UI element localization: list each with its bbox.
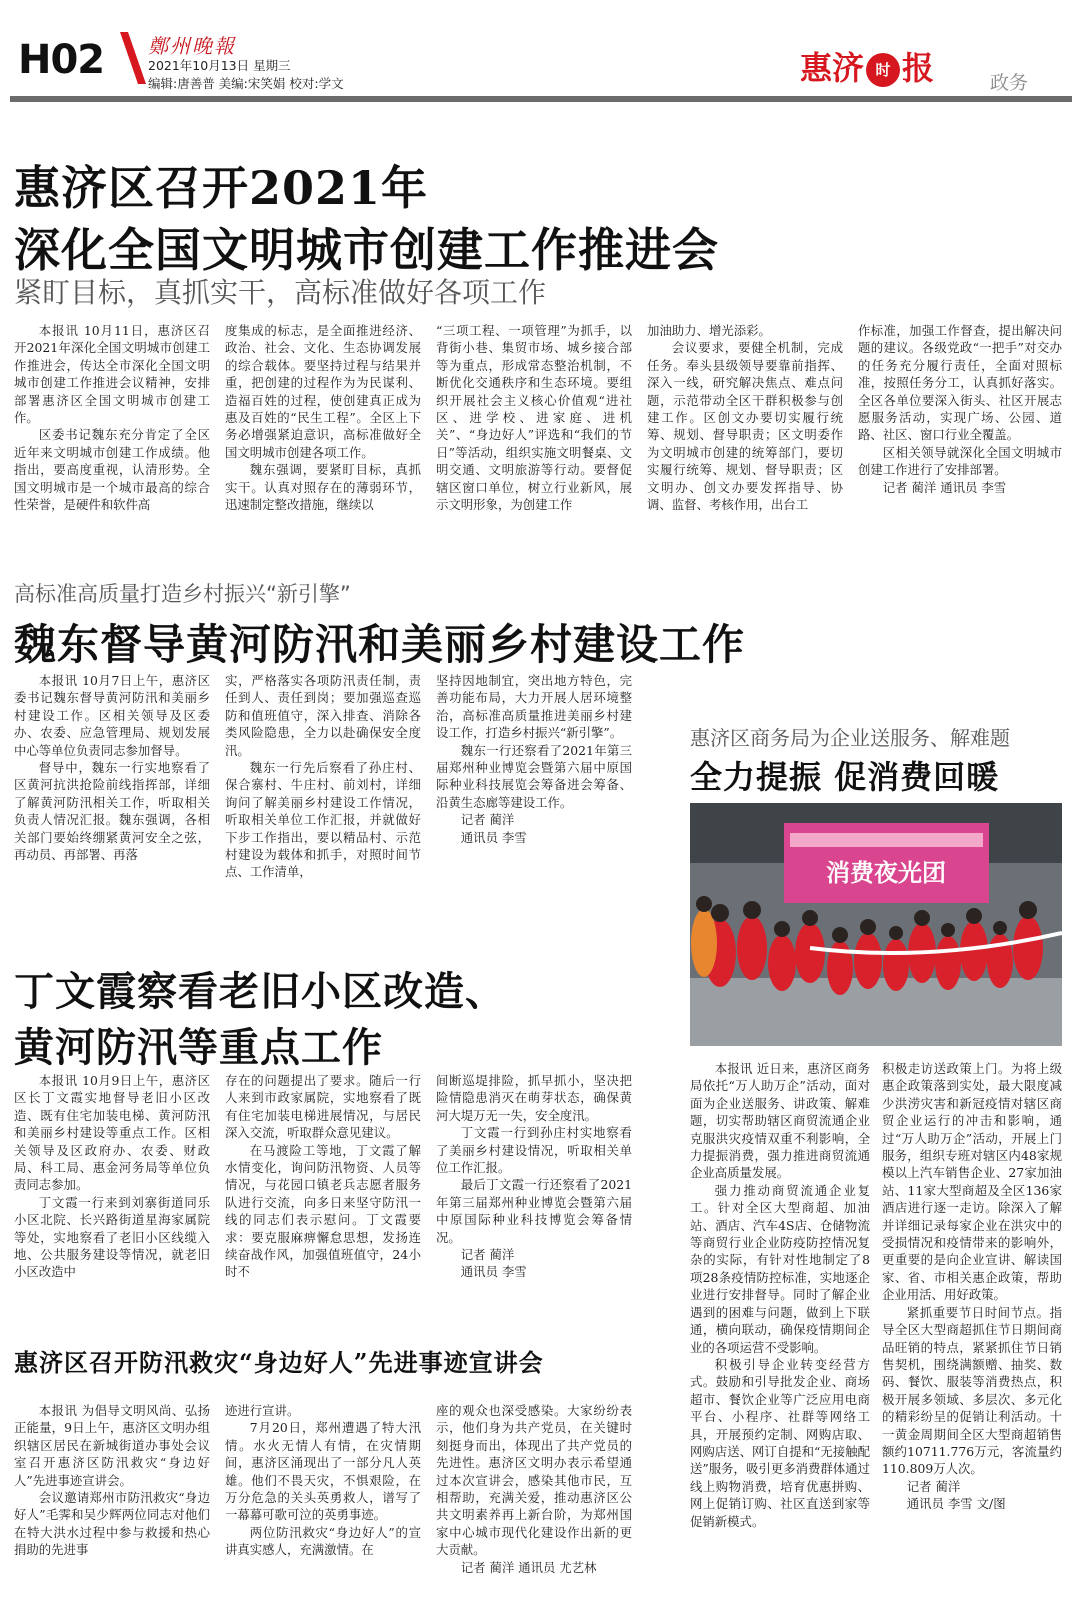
paragraph: 魏东一行先后察看了孙庄村、保合寨村、牛庄村、前刘村，详细询问了解美丽乡村建设工作情况，听取相关单位工作汇报，并就做好下步工作指出，要以精品村、示范村建设为载体和抓手，对照时间节点、工作清单， [225, 760, 421, 880]
paragraph: 实，严格落实各项防汛责任制，责任到人、责任到岗；要加强巡查巡防和值班值守，深入排查、消除各类风险隐患，全力以赴确保安全度汛。 [225, 673, 421, 758]
article5-column [882, 1060, 1062, 1560]
issue-date: 2021年10月13日 星期三 [148, 58, 291, 73]
event-photo [690, 803, 1062, 1046]
article2-column [225, 672, 421, 890]
paragraph: 在马渡险工等地，丁文霞了解水情变化，询问防汛物资、人员等情况，与花园口镇老兵志愿者服务队进行交流，向多日来坚守防汛一线的同志们表示慰问。丁文霞要求：要克服麻痹懈怠思想，发扬连续奋战作风，加强值班值守，24小时不 [225, 1142, 421, 1280]
paragraph: 度集成的标志，是全面推进经济、政治、社会、文化、生态协调发展的综合载体。要坚持过程与结果并重，把创建的过程作为为民谋利、造福百姓的过程，使创建真正成为惠及百姓的“民生工程”。全区上下务必增强紧迫意识，高标准做好全国文明城市创建各项工作。 [225, 323, 421, 460]
photo-illustration [690, 803, 1062, 1046]
paragraph: 存在的问题提出了要求。随后一行人来到市政家属院，实地察看了既有住宅加装电梯进展情况，与居民深入交流，听取群众意见建议。 [225, 1073, 421, 1141]
brand-right: 报 [902, 49, 935, 87]
paragraph: 加油助力、增光添彩。 [647, 323, 771, 338]
paragraph: 迹进行宣讲。 [225, 1403, 300, 1418]
article2-column [14, 672, 210, 890]
paragraph: 记者 蔺洋 [460, 812, 515, 828]
article3-column [14, 1072, 210, 1306]
paragraph: 作标准，加强工作督查，提出解决问题的建议。各级党政“一把手”对交办的任务充分履行责任，全面对照标准，按照任务分工，认真抓好落实。全区各单位要深入街头、社区开展志愿服务活动，实现广场、公园、道路、社区、窗口行业全覆盖。 [858, 323, 1062, 443]
paragraph: 丁文霞一行来到刘寨街道同乐小区北院、长兴路街道星海家属院等处，实地察看了老旧小区线缆入地、公共服务建设等情况，就老旧小区改造中 [14, 1194, 210, 1280]
paragraph: 督导中，魏东一行实地察看了区黄河抗洪抢险前线指挥部，详细了解黄河防汛相关工作，听取相关负责人情况汇报。魏东强调，各相关部门要始终绷紧黄河安全之弦，再动员、再部署、再落 [14, 760, 210, 863]
article4-column [225, 1402, 421, 1602]
article3-column [436, 1072, 632, 1306]
section-brand [800, 49, 935, 87]
photo-banner-text: 消费夜光团 [826, 859, 946, 887]
paragraph: 积极引导企业转变经营方式。鼓励和引导批发企业、商场超市、餐饮企业等广泛应用电商平台、小程序、社群等网络工具，开展预约定制、网购店取、网购店送、网订自提和“无接触配送”服务，吸引更多消费群体通过线上购物消费，培育优惠拼购、网上促销订购、社区直送到家等促销新模式。 [690, 1356, 870, 1529]
paragraph: “三项工程、一项管理”为抓手，以背街小巷、集贸市场、城乡接合部等为重点，形成常态整治机制，不断优化交通秩序和生态环境。要组织开展社会主义核心价值观“进社区、进学校、进家庭、进机关”、“身边好人”评选和“我们的节日”等活动，组织实施文明餐桌、文明交通、文明旅游等行动。要督促辖区窗口单位，树立行业新风，展示文明形象，为创建工作 [436, 323, 632, 513]
paragraph: 区委书记魏东充分肯定了全区近年来文明城市创建工作成绩。他指出，要高度重视，认清形势。全国文明城市是一个城市最高的综合性荣誉，是硬件和软件高 [14, 427, 210, 513]
editor-credits: 编辑:唐善普 美编:宋笑娟 校对:学文 [148, 76, 344, 91]
paragraph: 记者 蔺洋 通讯员 李雪 [882, 479, 1007, 495]
masthead-logo: 鄭州晚報 [148, 34, 236, 58]
brand-circle: 时 [866, 53, 900, 87]
paragraph: 坚持因地制宜，突出地方特色，完善功能布局，大力开展人居环境整治，高标准高质量推进美丽乡村建设工作，打造乡村振兴“新引擎”。 [436, 673, 632, 741]
article1-column [436, 322, 632, 520]
paragraph: 座的观众也深受感染。大家纷纷表示，他们身为共产党员，在关键时刻挺身而出，体现出了共产党员的先进性。惠济区文明办表示希望通过本次宣讲会，感染其他市民，互相帮助，充满关爱，推动惠济区公共文明素养再上新台阶，为郑州国家中心城市现代化建设作出新的更大贡献。 [436, 1403, 632, 1558]
paragraph: 强力推动商贸流通企业复工。针对全区大型商超、加油站、酒店、汽车4S店、仓储物流等商贸行业企业防疫防控情况复杂的实际，有针对性地制定了8项28条疫情防控标准，实地逐企业进行安排督导。同时了解企业遇到的困难与问题，做到上下联通，横向联动，确保疫情期间企业的各项运营不受影响。 [690, 1182, 870, 1355]
article5-kicker: 惠济区商务局为企业送服务、解难题 [690, 726, 1010, 750]
paragraph: 区相关领导就深化全国文明城市创建工作进行了安排部署。 [858, 444, 1062, 478]
paragraph: 魏东一行还察看了2021年第三届郑州种业博览会暨第六届中原国际种业科技展览会筹备进会筹备、沿黄生态廊等建设工作。 [436, 742, 632, 810]
article4-column [436, 1402, 632, 1602]
brand-left: 惠济 [800, 49, 865, 87]
article2-kicker: 高标准高质量打造乡村振兴“新引擎” [14, 582, 351, 606]
section-name: 政务 [990, 72, 1029, 94]
paragraph: 记者 蔺洋 通讯员 尤艺林 [460, 1559, 597, 1575]
article4-column [14, 1402, 210, 1602]
paragraph: 最后丁文霞一行还察看了2021年第三届郑州种业博览会暨第六届中原国际种业科技博览会筹备情况。 [436, 1177, 632, 1245]
article1-title-line2: 深化全国文明城市创建工作推进会 [14, 223, 719, 277]
article5-title: 全力提振 促消费回暖 [690, 758, 1000, 796]
paragraph: 记者 蔺洋 [906, 1478, 961, 1494]
paragraph: 本报讯 10月7日上午，惠济区委书记魏东督导黄河防汛和美丽乡村建设工作。区相关领导及区委办、农委、应急管理局、规划发展中心等单位负责同志参加督导。 [14, 673, 210, 758]
article1-column [858, 322, 1062, 520]
article2-column [436, 672, 632, 890]
article2-title: 魏东督导黄河防汛和美丽乡村建设工作 [14, 620, 746, 669]
paragraph: 本报讯 近日来，惠济区商务局依托“万人助万企”活动，面对面为企业送服务、讲政策、解难题，切实帮助辖区商贸流通企业克服洪灾疫情双重不利影响，全力提振消费，强力推进商贸流通企业高质量发展。 [690, 1061, 870, 1181]
article1-column [225, 322, 421, 520]
paragraph: 本报讯 10月9日上午，惠济区区长丁文霞实地督导老旧小区改造、既有住宅加装电梯、黄河防汛和美丽乡村建设等重点工作。区相关领导及区政府办、农委、财政局、科工局、惠金河务局等单位负责同志参加。 [14, 1073, 210, 1193]
paragraph: 两位防汛救灾“身边好人”的宣讲真实感人，充满激情。在 [225, 1524, 421, 1558]
paragraph: 本报讯 10月11日，惠济区召开2021年深化全国文明城市创建工作推进会，传达全市深化全国文明城市创建工作推进会议精神，安排部署惠济区全国文明城市创建工作。 [14, 323, 210, 426]
paragraph: 本报讯 为倡导文明风尚、弘扬正能量，9日上午，惠济区文明办组织辖区居民在新城街道办事处会议室召开惠济区防汛救灾“身边好人”先进事迹宣讲会。 [14, 1403, 210, 1488]
paragraph: 通讯员 李雪 [460, 1264, 527, 1280]
article3-column [225, 1072, 421, 1306]
paragraph: 积极走访送政策上门。为将上级惠企政策落到实处，最大限度减少洪涝灾害和新冠疫情对辖区商贸企业运行的冲击和影响，通过“万人助万企”活动，开展上门服务，组织专班对辖区内48家规模以上汽车销售企业、27家加油站、11家大型商超及全区136家酒店进行逐一走访。除深入了解并详细记录每家企业在洪灾中的受损情况和疫情带来的影响外，更重要的是向企业宣讲、解读国家、省、市相关惠企政策，帮助企业用活、用好政策。 [882, 1061, 1062, 1303]
paragraph: 7月20日，郑州遭遇了特大汛情。水火无情人有情，在灾情期间，惠济区涌现出了一部分凡人英雄。他们不畏天灾，不惧艰险，在万分危急的关头英勇救人，谱写了一幕幕可歌可泣的英勇事迹。 [225, 1420, 421, 1523]
paragraph: 丁文霞一行到孙庄村实地察看了美丽乡村建设情况，听取相关单位工作汇报。 [436, 1125, 632, 1176]
article1-column [647, 322, 843, 520]
page-number: H02 [18, 37, 105, 83]
paragraph: 记者 蔺洋 [460, 1247, 515, 1263]
paragraph: 会议要求，要健全机制，完成任务。奉头县级领导要靠前指挥、深入一线，研究解决焦点、难点问题，示范带动全区干群积极参与创建工作。区创文办要切实履行统筹、规划、督导职责；区文明委作为文明城市创建的统筹部门，要切实履行统筹、规划、督导职责；区文明办、创文办要发挥指导、协调、监督、考核作用，出台工 [647, 340, 843, 513]
article1-column [14, 322, 210, 520]
article5-column [690, 1060, 870, 1560]
paragraph: 通讯员 李雪 [460, 829, 527, 845]
header-rule [10, 96, 1072, 102]
paragraph: 通讯员 李雪 文/图 [906, 1496, 1006, 1512]
paragraph: 紧抓重要节日时间节点。指导全区大型商超抓住节日期间商品旺销的特点，紧紧抓住节日销售契机，围绕满额赠、抽奖、数码、餐饮、服装等消费热点，积极开展多领域、多层次、多元化的精彩纷呈的促销让利活动。十一黄金周期间全区大型商超销售额约10711.776万元，客流量约110.809万人次。 [882, 1304, 1062, 1477]
paragraph: 会议邀请郑州市防汛救灾“身边好人”毛霁和吴少辉两位同志对他们在特大洪水过程中参与救援和热心捐助的先进事 [14, 1490, 210, 1558]
article1-subtitle: 紧盯目标，真抓实干，高标准做好各项工作 [14, 276, 547, 309]
article4-title: 惠济区召开防汛救灾“身边好人”先进事迹宣讲会 [14, 1348, 544, 1377]
article1-title-line1: 惠济区召开2021年 [14, 161, 429, 215]
paragraph: 间断巡堤排险，抓早抓小，坚决把险情隐患消灭在萌芽状态，确保黄河大堤万无一失，安全度汛。 [436, 1073, 632, 1123]
article3-title-line1: 丁文霞察看老旧小区改造、 [14, 968, 506, 1015]
masthead-slash-icon [114, 30, 148, 86]
paragraph: 魏东强调，要紧盯目标，真抓实干。认真对照存在的薄弱环节，迅速制定整改措施，继续以 [225, 462, 421, 513]
article3-title-line2: 黄河防汛等重点工作 [14, 1024, 383, 1071]
